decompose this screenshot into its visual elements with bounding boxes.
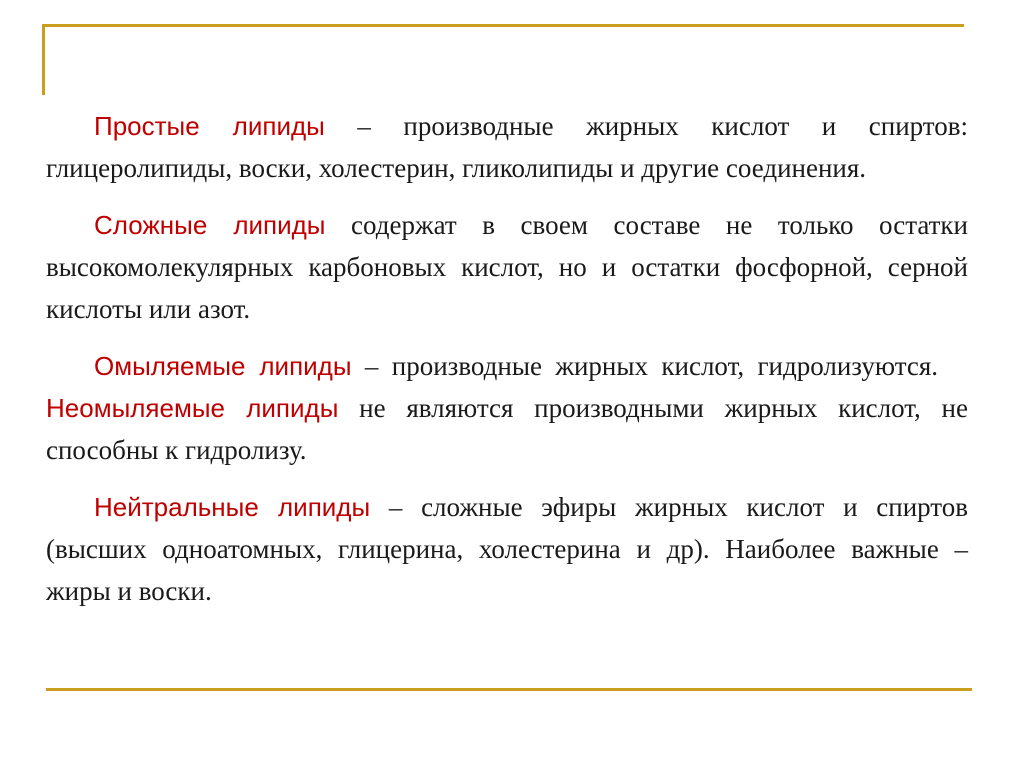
- frame-bottom-line: [46, 688, 972, 691]
- term-neutral-lipids: Нейтральные липиды: [94, 492, 371, 522]
- paragraph-neutral-lipids: [46, 486, 968, 612]
- paragraph-text: – производные жирных кислот и спиртов: глицеролипиды, воски, холестерин, гликолипиды и другие соединения.: [46, 111, 968, 183]
- paragraph-saponifiable-lipids: [46, 345, 968, 471]
- term-unsaponifiable-lipids: Неомыляемые липиды: [46, 393, 339, 423]
- term-simple-lipids: Простые липиды: [94, 111, 325, 141]
- paragraph-text: – производные жирных кислот, гидролизуются.: [351, 351, 938, 381]
- term-complex-lipids: Сложные липиды: [94, 210, 326, 240]
- paragraph-text: не являются производными жирных кислот, не способны к гидролизу.: [46, 393, 968, 465]
- paragraph-text: – сложные эфиры жирных кислот и спиртов (высших одноатомных, глицерина, холестерина и др). Наиболее важные – жиры и воски.: [46, 492, 968, 606]
- paragraph-complex-lipids: [46, 204, 968, 330]
- term-saponifiable-lipids: Омыляемые липиды: [94, 351, 352, 381]
- paragraph-simple-lipids: [46, 105, 968, 189]
- frame-left-line: [42, 24, 45, 95]
- paragraph-text: содержат в своем составе не только остатки высокомолекулярных карбоновых кислот, но и остатки фосфорной, серной кислоты или азот.: [46, 210, 968, 324]
- slide-content: [46, 105, 968, 627]
- frame-top-line: [42, 24, 964, 27]
